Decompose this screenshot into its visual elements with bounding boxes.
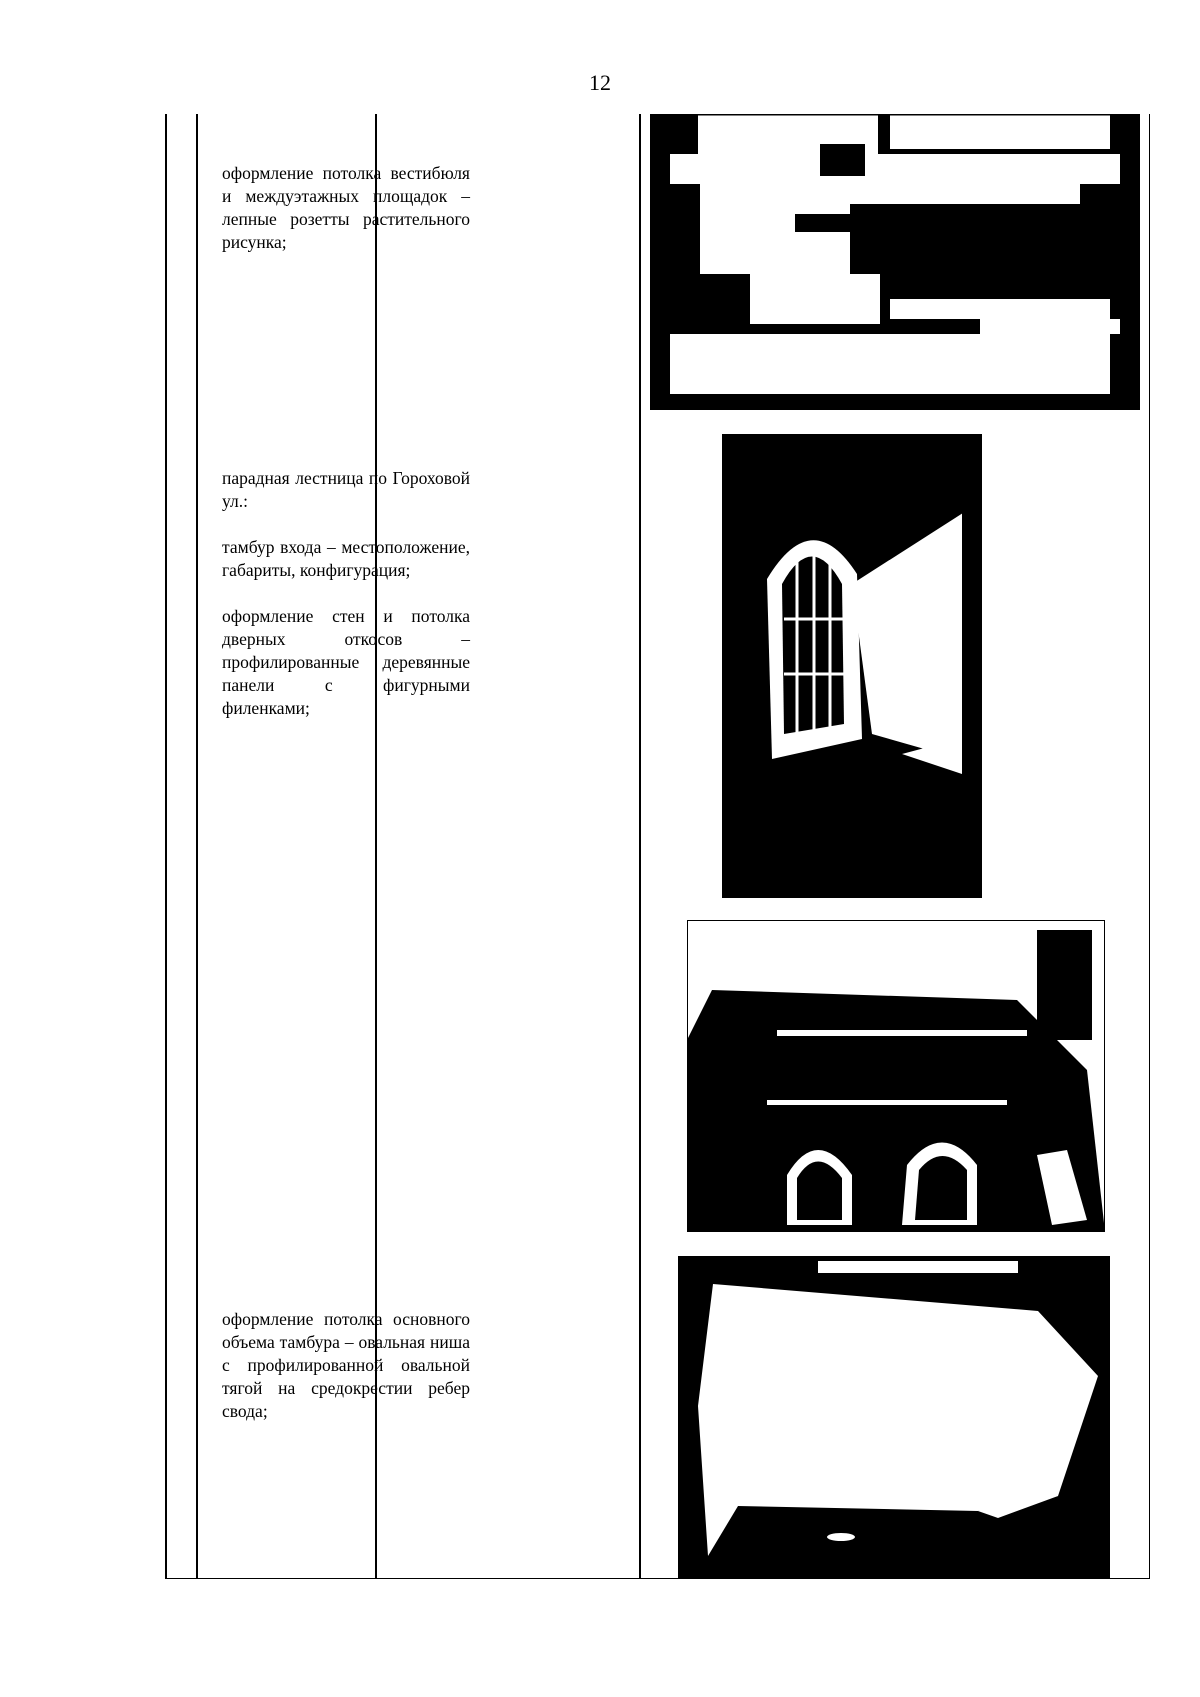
- page-number: 12: [589, 70, 611, 95]
- subject-text: тамбур входа – местоположение, габариты, конфигурация;: [222, 537, 470, 580]
- subject-text: оформление потолка основного объема тамбура – овальная ниша с профилированной овальной тягой на средокрестии ребер свода;: [222, 1309, 470, 1421]
- subject-description-3: [222, 1308, 470, 1423]
- vestibule-vault-photo: [678, 1256, 1110, 1579]
- subject-description-1: [222, 162, 470, 254]
- column-divider-3: [639, 114, 641, 1579]
- entrance-vestibule-photo: [722, 434, 1070, 898]
- subject-text: оформление потолка вестибюля и междуэтажных площадок – лепные розетты растительного рисунка;: [222, 163, 470, 252]
- table-border-right: [1149, 114, 1151, 1579]
- subject-heading: парадная лестница по Гороховой ул.:: [222, 468, 470, 511]
- table-border-left: [165, 114, 167, 1579]
- door-reveal-panels-photo: [687, 920, 1105, 1232]
- ceiling-rosette-photo: [650, 114, 1140, 410]
- subject-description-2: [222, 467, 470, 720]
- column-divider-1: [196, 114, 198, 1579]
- subject-text: оформление стен и потолка дверных откосов – профилированные деревянные панели с фигурными филенками;: [222, 606, 470, 718]
